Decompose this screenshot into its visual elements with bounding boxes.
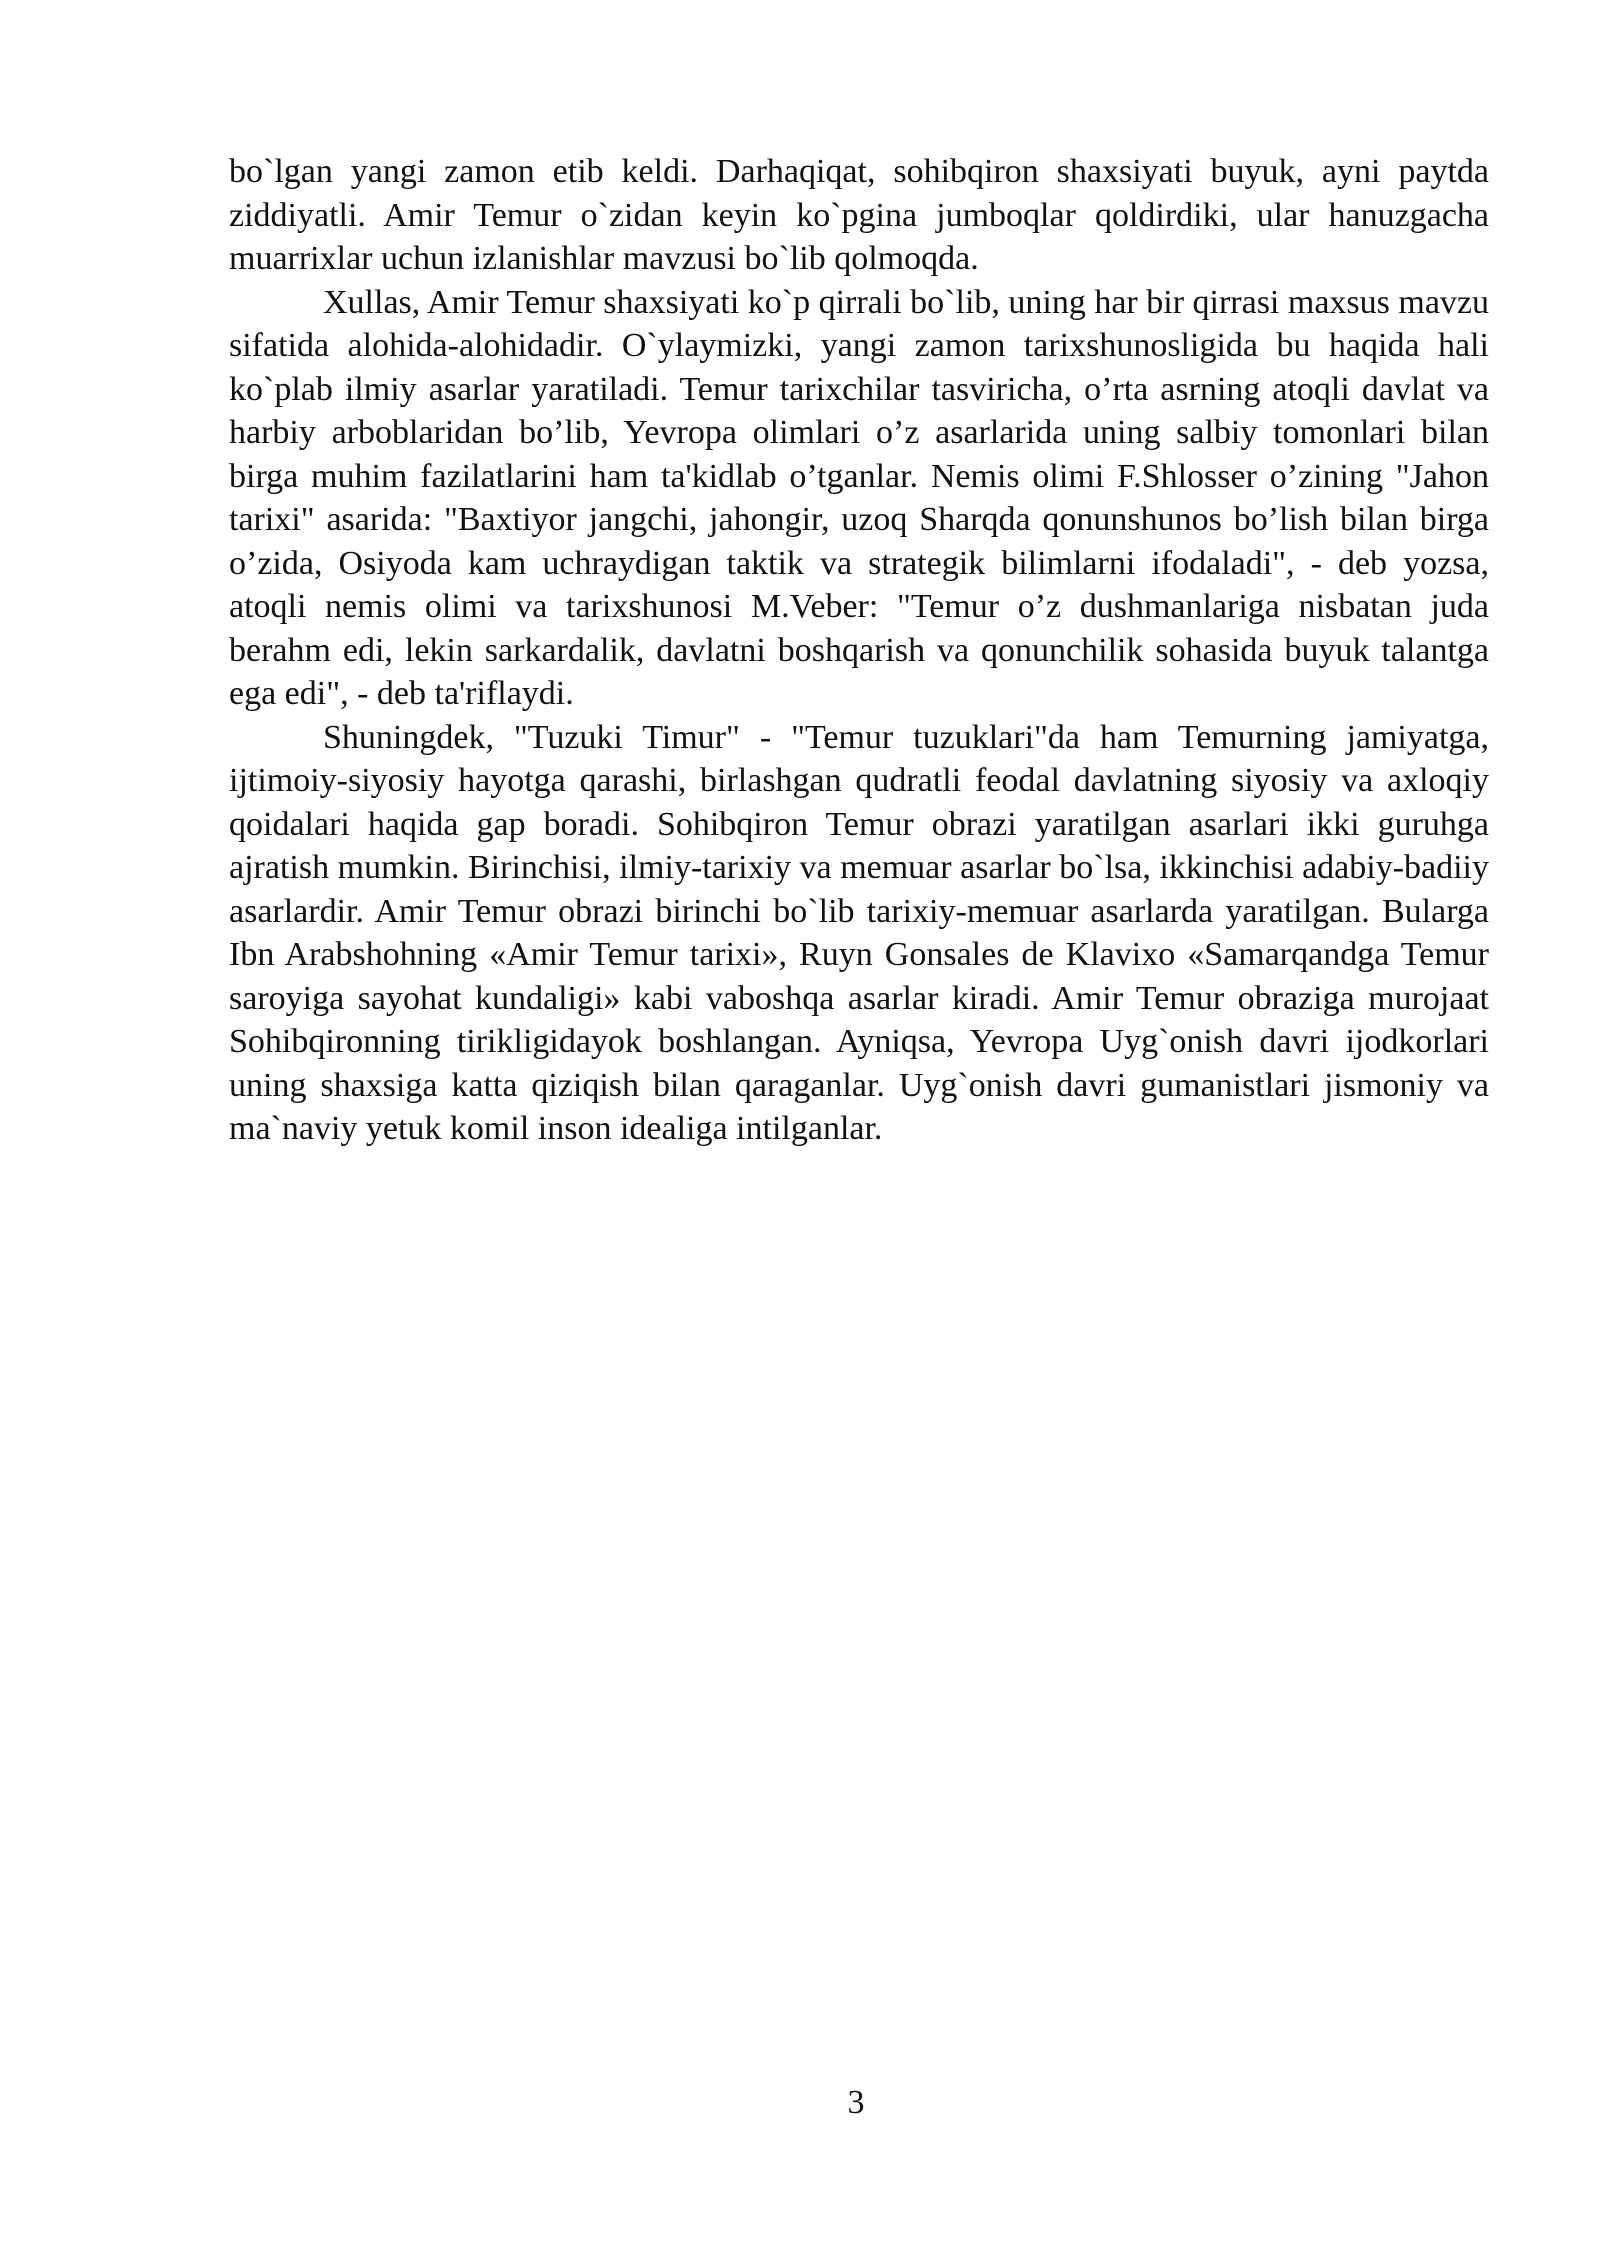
paragraph-1: bo`lgan yangi zamon etib keldi. Darhaqiqat, sohibqiron shaxsiyati buyuk, ayni paytda ziddiyatli. Amir Temur o`zidan keyin ko`pgina jumboqlar qoldirdiki, ular hanuzgacha muarrixlar uchun izlanishlar mavzusi bo`lib qolmoqda. — [229, 153, 1489, 277]
paragraph-3: Shuningdek, "Tuzuki Timur" - "Temur tuzuklari"da ham Temurning jamiyatga, ijtimoiy-siyosiy hayotga qarashi, birlashgan qudratli feodal davlatning siyosiy va axloqiy qoidalari haqida gap boradi. Sohibqiron Temur obrazi yaratilgan asarlari ikki guruhga ajratish mumkin. Birinchisi, ilmiy-tarixiy va memuar asarlar bo`lsa, ikkinchisi adabiy-badiiy asarlardir. Amir Temur obrazi birinchi bo`lib tarixiy-memuar asarlarda yaratilgan. Bularga Ibn Arabshohning «Amir Temur tarixi», Ruyn Gonsales de Klavixo «Samarqandga Temur saroyiga sayohat kundaligi» kabi vaboshqa asarlar kiradi. Amir Temur obraziga murojaat Sohibqironning tirikligidayok boshlangan. Ayniqsa, Yevropa Uyg`onish davri ijodkorlari uning shaxsiga katta qiziqish bilan qaraganlar. Uyg`onish davri gumanistlari jismoniy va ma`naviy yetuk komil inson idealiga intilganlar. — [229, 718, 1489, 1147]
paragraph-2: Xullas, Amir Temur shaxsiyati ko`p qirrali bo`lib, uning har bir qirrasi maxsus mavzu sifatida alohida-alohidadir. O`ylaymizki, yangi zamon tarixshunosligida bu haqida hali ko`plab ilmiy asarlar yaratiladi. Temur tarixchilar tasviricha, o’rta asrning atoqli davlat va harbiy arboblaridan bo’lib, Yevropa olimlari o’z asarlarida uning salbiy tomonlari bilan birga muhim fazilatlarini ham ta'kidlab o’tganlar. Nemis olimi F.Shlosser o’zining "Jahon tarixi" asarida: "Baxtiyor jangchi, jahongir, uzoq Sharqda qonunshunos bo’lish bilan birga o’zida, Osiyoda kam uchraydigan taktik va strategik bilimlarni ifodaladi", - deb yozsa, atoqli nemis olimi va tarixshunosi M.Veber: "Temur o’z dushmanlariga nisbatan juda berahm edi, lekin sarkardalik, davlatni boshqarish va qonunchilik sohasida buyuk talantga ega edi", - deb ta'riflaydi. — [229, 283, 1490, 712]
page-number: 3 — [847, 2084, 865, 2121]
body-text — [229, 150, 1489, 1151]
